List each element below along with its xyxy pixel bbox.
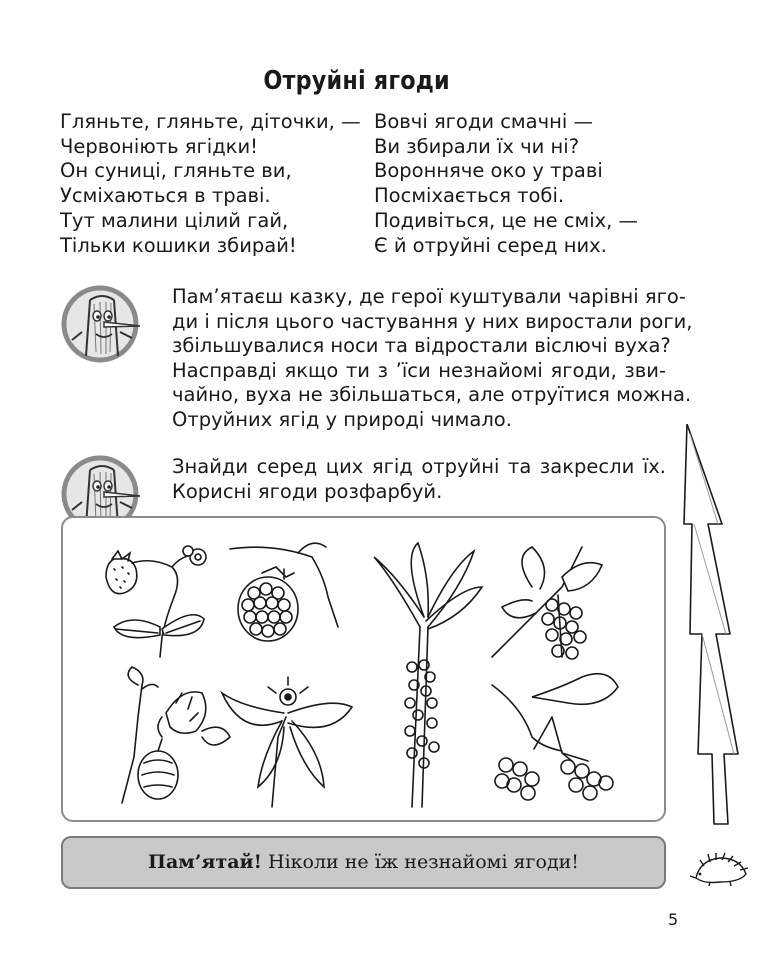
paragraph-line: чайно, вуха не збільшаться, але отруїтися можна. bbox=[172, 383, 692, 407]
tree-icon bbox=[682, 424, 746, 840]
hedgehog-icon bbox=[690, 852, 750, 888]
crows-eye-drawing bbox=[222, 677, 352, 807]
wolfberry-drawing bbox=[374, 543, 482, 807]
poem-line: Усміхаються в траві. bbox=[60, 184, 271, 208]
pencil-mascot-icon bbox=[60, 282, 148, 370]
paragraph-line: ди і після цього частування у них виростали роги, bbox=[172, 309, 693, 333]
poem-line: Вовчі ягоди смачні — bbox=[374, 110, 593, 133]
reminder-box bbox=[61, 836, 666, 889]
reminder-label: Пам’ятай! bbox=[148, 851, 262, 873]
berry-illustrations bbox=[62, 517, 662, 817]
raspberry-drawing bbox=[230, 543, 338, 641]
page-number: 5 bbox=[668, 910, 679, 929]
paragraph-line: Знайди серед цих ягід отруйні та закресли їх. bbox=[172, 455, 666, 478]
paragraph-line: Насправді якщо ти з ’їси незнайомі ягоди, зви- bbox=[172, 358, 666, 382]
reminder-text: Ніколи не їж незнайомі ягоди! bbox=[261, 851, 579, 873]
poem-line: Подивіться, це не сміх, — bbox=[374, 208, 639, 232]
poem-line: Є й отруйні серед них. bbox=[374, 233, 607, 257]
task-paragraph bbox=[172, 455, 666, 504]
poem-line: Тільки кошики збирай! bbox=[60, 233, 297, 257]
poem-line: Посміхається тобі. bbox=[374, 184, 565, 208]
page-title: Отруйні ягоди bbox=[263, 66, 450, 96]
poem-right-column bbox=[374, 110, 638, 258]
poem-line: Гляньте, гляньте, діточки, — bbox=[60, 110, 361, 133]
paragraph-line: Корисні ягоди розфарбуй. bbox=[172, 479, 443, 503]
poem-line: Червоніють ягідки! bbox=[60, 134, 258, 158]
poem-left-column bbox=[60, 110, 361, 258]
strawberry-drawing bbox=[106, 546, 206, 657]
currant-drawing bbox=[492, 547, 602, 659]
gooseberry-drawing bbox=[122, 667, 230, 803]
paragraph-line: Пам’ятаєш казку, де герої куштували чарівні яго- bbox=[172, 285, 686, 308]
paragraph-line: Отруйних ягід у природі чимало. bbox=[172, 407, 512, 431]
poem-line: Тут малини цілий гай, bbox=[60, 208, 289, 232]
poem-line: Ви збирали їх чи ні? bbox=[374, 134, 580, 158]
viburnum-drawing bbox=[492, 674, 618, 800]
intro-paragraph bbox=[172, 285, 693, 433]
paragraph-line: збільшувалися носи та відростали віслючі вуха? bbox=[172, 334, 671, 358]
poem-line: Воронняче око у траві bbox=[374, 159, 603, 183]
poem-line: Он суниці, гляньте ви, bbox=[60, 159, 292, 183]
